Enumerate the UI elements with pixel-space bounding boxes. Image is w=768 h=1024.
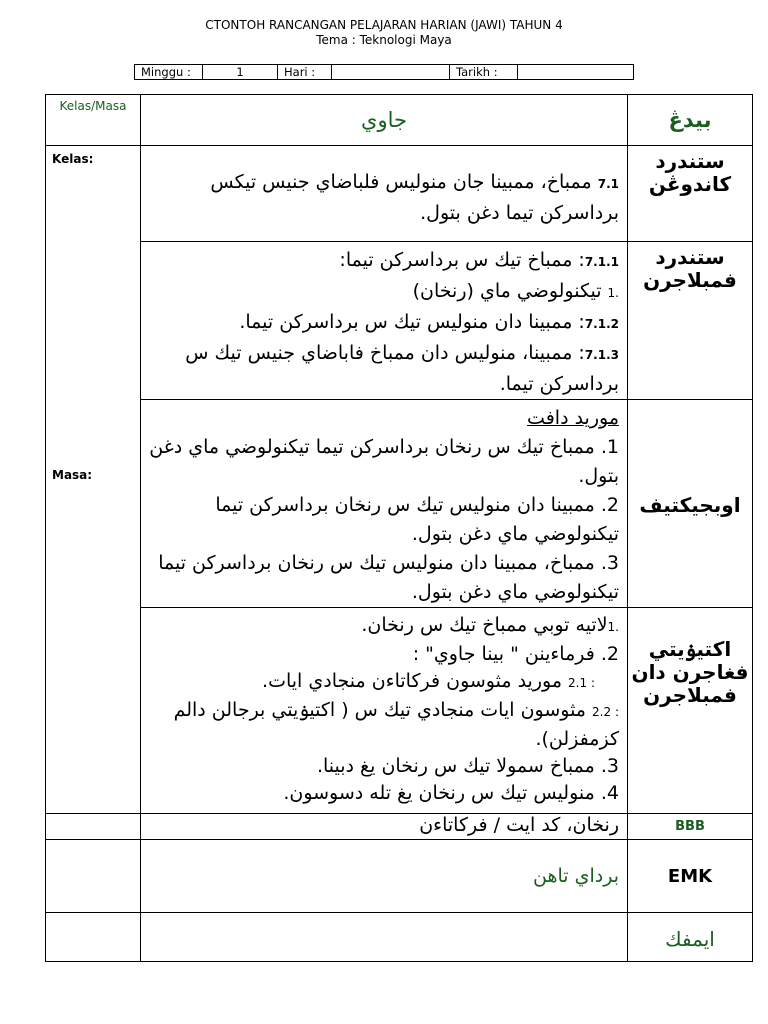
sp-text: : ممباخ تيك س برداسركن تيما: <box>339 249 585 271</box>
list-item: 2. فرماءينن " بينا جاوي" : <box>412 643 619 665</box>
kelas-masa-cell <box>46 146 141 814</box>
hari-label: Hari : <box>278 65 332 79</box>
empty-cell <box>46 913 141 962</box>
list-item <box>147 612 619 641</box>
sp-text: : ممبينا، منوليس دان ممباخ فاباضاي جنيس تيك س برداسركن تيما. <box>185 342 619 395</box>
tarikh-field[interactable] <box>518 65 633 79</box>
empty-cell <box>46 814 141 840</box>
bbb-label: BBB <box>628 814 753 840</box>
list-item: 2. ممبينا دان منوليس تيك س رنخان برداسركن تيما تيكنولوضي ماي دغن بتول. <box>215 494 619 545</box>
aktiviti-content <box>141 608 628 814</box>
table-row <box>46 242 753 400</box>
sp-number: 7.1.3 <box>584 348 619 362</box>
emk-content: برداي تاهن <box>141 840 628 913</box>
sp-line <box>147 246 619 277</box>
sp-text: تيكنولوضي ماي (رنخان) <box>412 280 602 302</box>
item-text: لاتيه توبي ممباخ تيك س رنخان. <box>361 614 608 636</box>
table-row <box>46 400 753 608</box>
kelas-label: Kelas: <box>52 152 94 166</box>
tarikh-label: Tarikh : <box>450 65 518 79</box>
bidang-heading: بيدڠ <box>628 95 753 146</box>
hari-field[interactable] <box>332 65 450 79</box>
sp-text: : ممبينا دان منوليس تيك س برداسركن تيما. <box>239 311 585 333</box>
masa-label: Masa: <box>52 468 93 482</box>
item-number: 1. <box>607 620 619 634</box>
sp-line <box>147 339 619 399</box>
empty-cell <box>46 840 141 913</box>
minggu-label: Minggu : <box>135 65 203 79</box>
objektif-heading: موريد دافت <box>527 407 619 429</box>
table-row <box>46 840 753 913</box>
aktiviti-label: اكتيۏيتي فغاجرن دان فمبلاجرن <box>628 608 753 814</box>
info-bar <box>134 64 634 80</box>
table-row <box>46 814 753 840</box>
list-item <box>147 668 619 697</box>
sp-number: 1. <box>607 286 619 300</box>
standard-kandungan-content <box>141 146 628 242</box>
list-item: 3. ممباخ، ممبينا دان منوليس تيك س رنخان برداسركن تيما تيكنولوضي ماي دغن بتول. <box>158 552 619 603</box>
sp-line <box>147 308 619 339</box>
page-subtitle: Tema : Teknologi Maya <box>316 33 452 47</box>
item-number: 2.2 : <box>592 705 619 719</box>
table-row <box>46 608 753 814</box>
standard-pembelajaran-label: ستندرد فمبلاجرن <box>628 242 753 400</box>
sk-number: 7.1 <box>597 177 619 191</box>
list-item <box>147 697 619 753</box>
list-item: 1. ممباخ تيك س رنخان برداسركن تيما تيكنولوضي ماي دغن بتول. <box>149 436 619 487</box>
jawi-heading: جاوي <box>141 95 628 146</box>
table-row <box>46 146 753 242</box>
sp-line <box>147 277 619 308</box>
table-header-row <box>46 95 753 146</box>
emk-label: EMK <box>628 840 753 913</box>
sp-number: 7.1.1 <box>584 255 619 269</box>
standard-pembelajaran-content <box>141 242 628 400</box>
sp-number: 7.1.2 <box>584 317 619 331</box>
impak-label: ايمفك <box>628 913 753 962</box>
lesson-plan-table <box>45 94 753 962</box>
standard-kandungan-label: ستندرد كاندوڠن <box>628 146 753 242</box>
table-row <box>46 913 753 962</box>
impak-content <box>141 913 628 962</box>
item-text: مثوسون ايات منجادي تيك س ( اكتيۏيتي برجالن دالم كزمفزلن). <box>173 699 619 750</box>
page-title: CTONTOH RANCANGAN PELAJARAN HARIAN (JAWI) TAHUN 4 <box>205 18 563 32</box>
sk-text: ممباخ، ممبينا جان منوليس فلباضاي جنيس تيكس برداسركن تيما دغن بتول. <box>210 171 619 224</box>
objektif-content <box>141 400 628 608</box>
objektif-label: اوبجيكتيف <box>628 400 753 608</box>
item-number: 2.1 : <box>568 676 595 690</box>
kelas-masa-heading: Kelas/Masa <box>46 95 141 146</box>
list-item: 4. منوليس تيك س رنخان يغ تله دسوسون. <box>283 782 619 804</box>
list-item: 3. ممباخ سمولا تيك س رنخان يغ دبينا. <box>316 755 619 777</box>
bbb-content: رنخان، كد ايت / فركاتاءن <box>141 814 628 840</box>
item-text: موريد مثوسون فركاتاءن منجادي ايات. <box>262 670 562 692</box>
minggu-field[interactable]: 1 <box>203 65 278 79</box>
